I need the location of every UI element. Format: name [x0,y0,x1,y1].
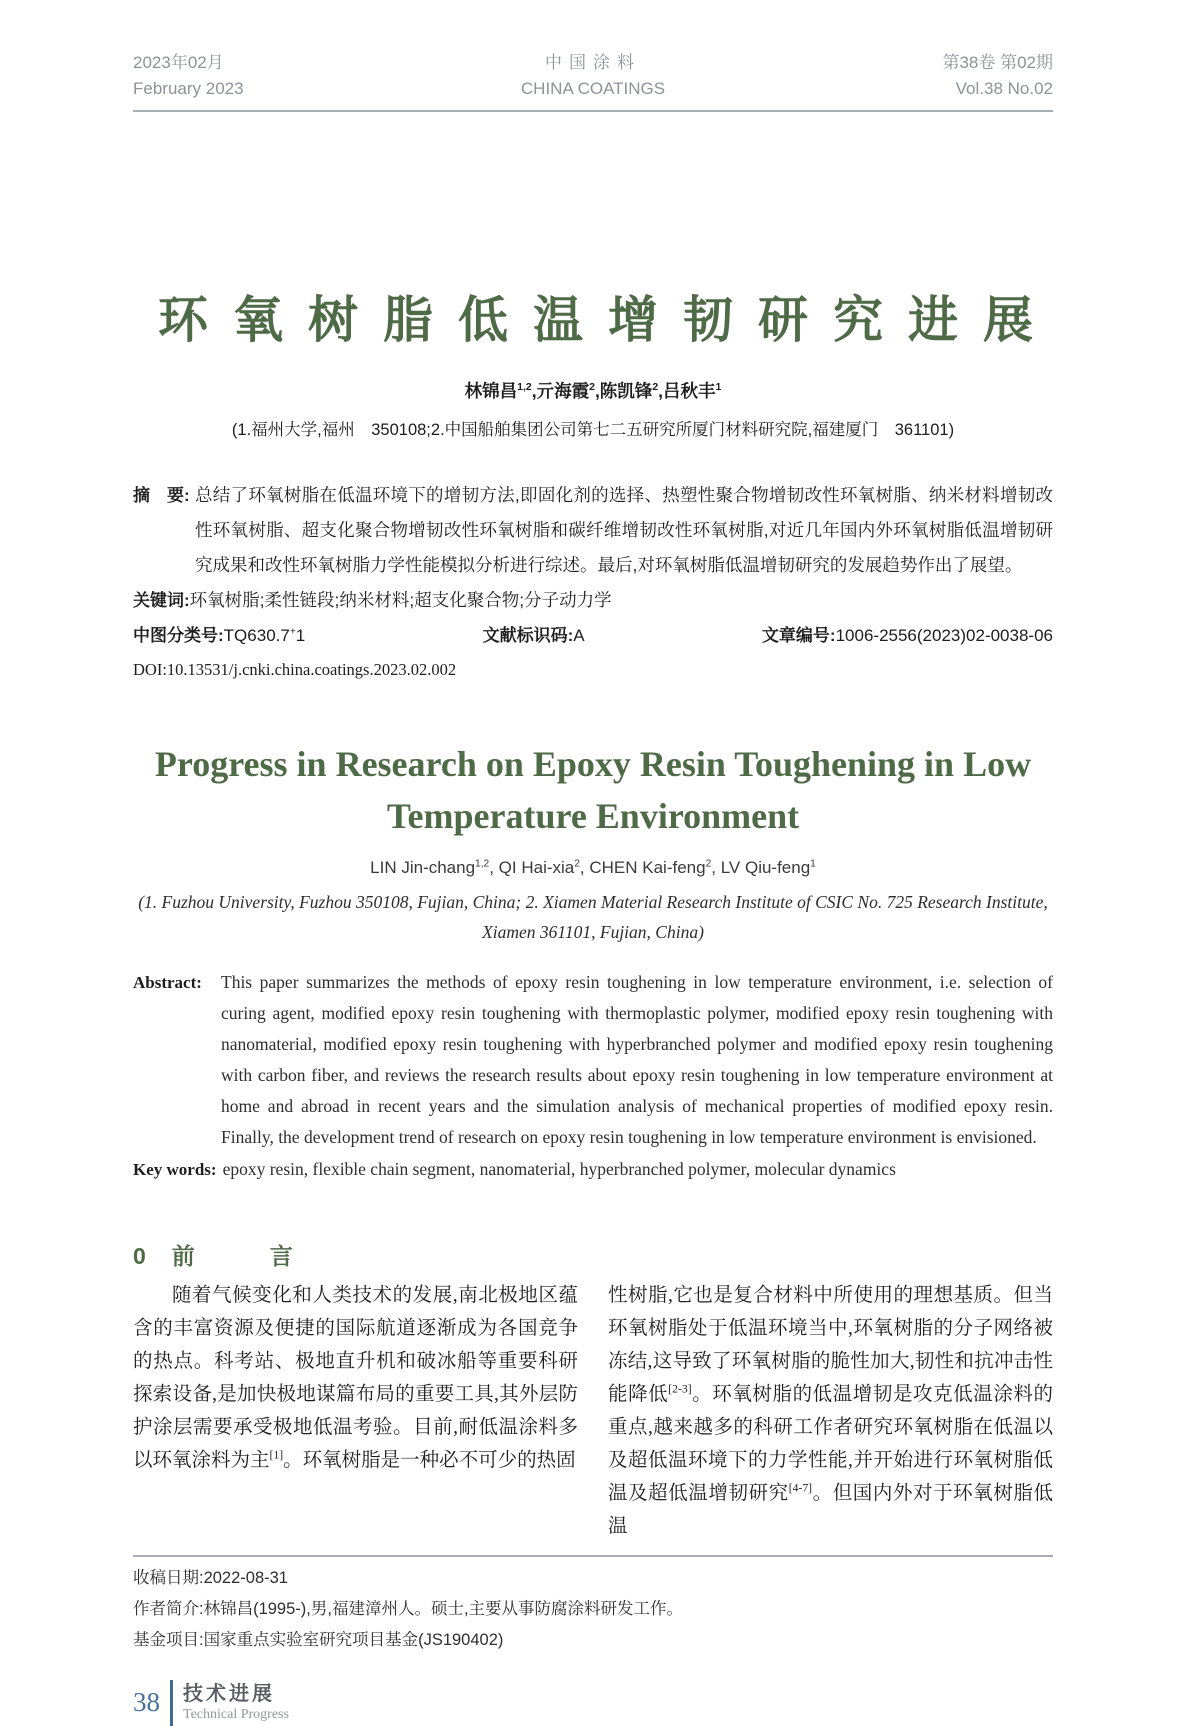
abstract-en [133,967,1053,1153]
abstract-zh-label: 摘 要: [133,485,190,505]
issue-en: Vol.38 No.02 [955,79,1054,99]
body-column-right [608,1279,1053,1543]
clc-number [133,618,305,653]
section-heading-intro [133,1241,1053,1271]
running-head [133,0,1053,103]
footer-section-zh: 技术进展 [183,1682,275,1705]
running-head-issue [746,50,1053,103]
journal-name-en: CHINA COATINGS [520,79,666,99]
issue-zh: 第38卷 第02期 [942,53,1054,72]
article-id-value: 1006-2556(2023)02-0038-06 [835,625,1053,645]
running-head-date [133,50,440,103]
keywords-zh-label: 关键词: [133,590,190,610]
page-number: 38 [133,1687,160,1718]
article-title-en: Progress in Research on Epoxy Resin Toughening in Low Temperature Environment [154,743,1032,836]
date-zh: 2023年02月 [133,53,224,72]
date-en: February 2023 [133,79,244,99]
footnote-author-bio: 作者简介:林锦昌(1995-),男,福建漳州人。硕士,主要从事防腐涂料研发工作。 [133,1599,684,1618]
article-id-label: 文章编号: [761,625,836,645]
footer-section-en: Technical Progress [183,1706,289,1722]
section-number: 0 [133,1242,146,1269]
document-code [483,618,585,653]
body-columns [133,1279,1053,1543]
document-code-value: A [573,625,585,645]
clc-label: 中图分类号: [133,625,224,645]
keywords-zh-text: 环氧树脂;柔性链段;纳米材料;超支化聚合物;分子动力学 [189,589,612,610]
header-rule [133,110,1053,112]
abstract-zh [133,478,1053,583]
article-id [762,618,1053,653]
affiliation-en: (1. Fuzhou University, Fuzhou 350108, Fujian, China; 2. Xiamen Material Research Institute of CSIC No. 725 Research Institute, Xiamen 361101, Fujian, China) [138,891,1048,942]
keywords-en [133,1154,1053,1185]
body-paragraph-left: 随着气候变化和人类技术的发展,南北极地区蕴含的丰富资源及便捷的国际航道逐渐成为各国竞争的热点。科考站、极地直升机和破冰船等重要科研探索设备,是加快极地谋篇布局的重要工具,其外层防护涂层需要承受极地低温考验。目前,耐低温涂料多以环氧涂料为主[1]。环氧树脂是一种必不可少的热固 [133,1284,578,1471]
affiliation-zh: (1.福州大学,福州 350108;2.中国船舶集团公司第七二五研究所厦门材料研究院,福建厦门 361101) [231,420,955,439]
body-column-left [133,1279,578,1543]
keywords-zh [133,583,1053,618]
journal-name-zh: 中国涂料 [545,53,641,72]
footnote-fund-project: 基金项目:国家重点实验室研究项目基金(JS190402) [133,1630,504,1649]
keywords-en-text: epoxy resin, flexible chain segment, nanomaterial, hyperbranched polymer, molecular dynamics [222,1158,896,1179]
meta-row [133,618,1053,653]
footer-section [183,1682,289,1724]
authors-zh: 林锦昌$^{1,2}$,亓海霞$^2$,陈凯锋$^2$,吕秋丰$^1$ [464,380,722,401]
page-footer [133,1680,1053,1726]
section-title: 前 言 [171,1242,319,1269]
doi: DOI:10.13531/j.cnki.china.coatings.2023.02.002 [133,659,457,679]
footnotes [133,1557,1053,1656]
document-code-label: 文献标识码: [482,625,574,645]
authors-en: LIN Jin-chang$^{1,2}$, QI Hai-xia$^2$, CHEN Kai-feng$^2$, LV Qiu-feng$^1$ [370,857,816,877]
article-title-zh: 环氧树脂低温增韧研究进展 [158,291,1058,348]
abstract-en-label: Abstract: [133,972,202,992]
body-paragraph-right: 性树脂,它也是复合材料中所使用的理想基质。但当环氧树脂处于低温环境当中,环氧树脂的分子网络被冻结,这导致了环氧树脂的脆性加大,韧性和抗冲击性能降低[2-3]。环氧树脂的低温增韧是攻克低温涂料的重点,越来越多的科研工作者研究环氧树脂在低温以及超低温环境下的力学性能,并开始进行环氧树脂低温及超低温增韧研究[4-7]。但国内外对于环氧树脂低温 [608,1284,1053,1537]
running-head-journal [440,50,747,103]
keywords-en-label: Key words: [133,1159,217,1179]
abstract-en-text: This paper summarizes the methods of epoxy resin toughening in low temperature environment, i.e. selection of curing agent, modified epoxy resin toughening with thermoplastic polymer, modified epoxy resin toughening with nanomaterial, modified epoxy resin toughening with hyperbranched polymer and modified epoxy resin toughening with carbon fiber, and reviews the research results about epoxy resin toughening in low temperature environment at home and abroad in recent years and the simulation analysis of mechanical properties of modified epoxy resin. Finally, the development trend of research on epoxy resin toughening in low temperature environment is envisioned. [221,971,1053,1147]
clc-value: TQ630.7+1 [223,625,306,645]
footer-divider-bar [170,1680,173,1726]
abstract-zh-text: 总结了环氧树脂在低温环境下的增韧方法,即固化剂的选择、热塑性聚合物增韧改性环氧树脂、纳米材料增韧改性环氧树脂、超支化聚合物增韧改性环氧树脂和碳纤维增韧改性环氧树脂,对近几年国内外环氧树脂低温增韧研究成果和改性环氧树脂力学性能模拟分析进行综述。最后,对环氧树脂低温增韧研究的发展趋势作出了展望。 [195,484,1053,575]
footnote-received-date: 收稿日期:2022-08-31 [133,1568,288,1587]
